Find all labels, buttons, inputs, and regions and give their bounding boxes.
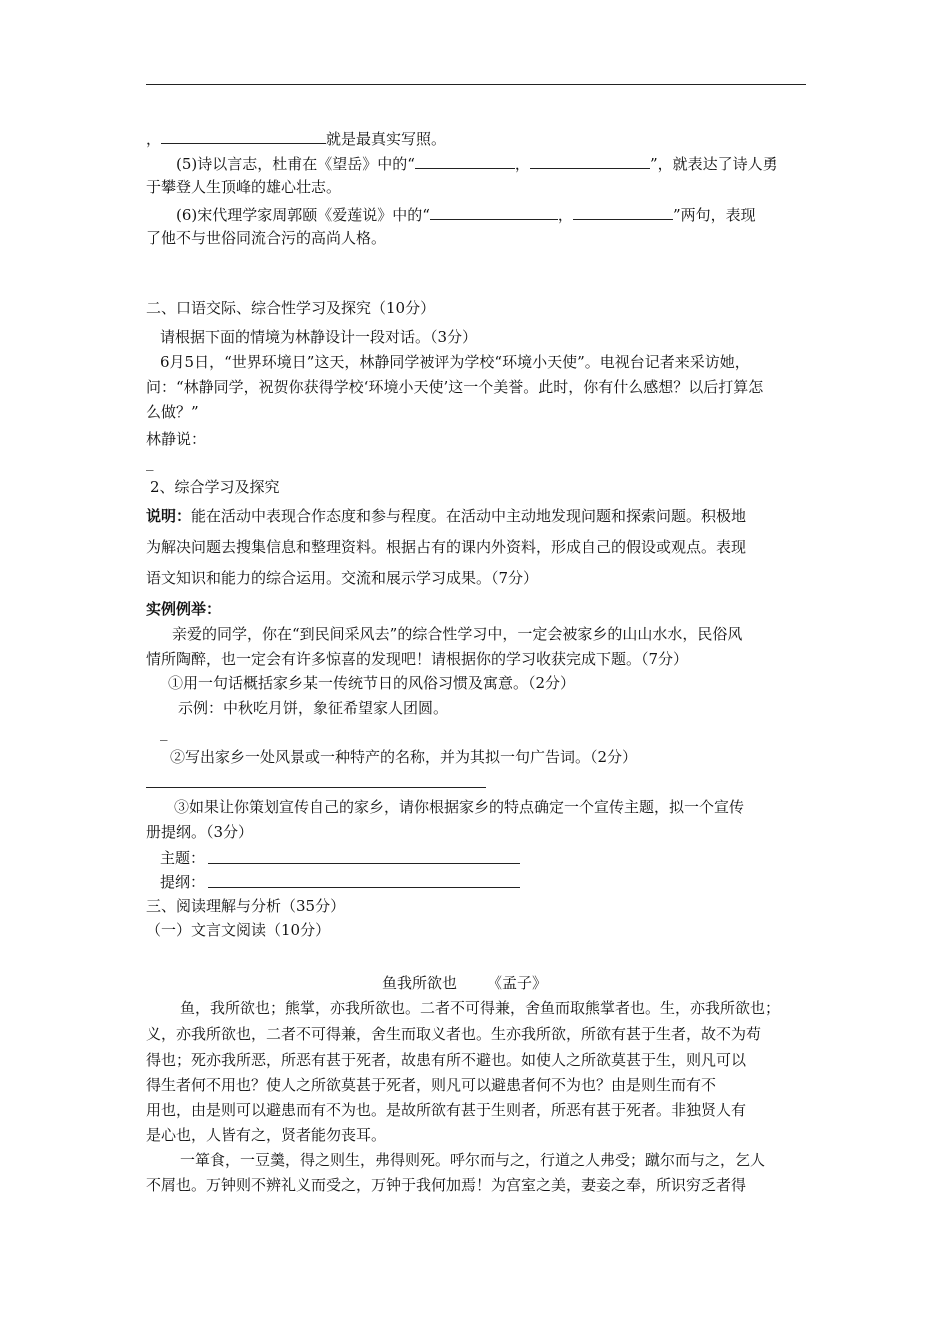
q-line-1 xyxy=(146,127,446,149)
outline-input-line[interactable] xyxy=(208,887,520,888)
passage-p1-line-6: 是心也，人皆有之，贤者能勿丧耳。 xyxy=(146,1126,387,1144)
q6-text-c: ”两句，表现 xyxy=(672,206,756,224)
example-label: 实例例举： xyxy=(146,600,222,618)
passage-p1-line-3: 得也；死亦我所恶，所恶有甚于死者，故患有所不避也。如使人之所欲莫甚于生，则凡可以 xyxy=(146,1051,747,1069)
example-q3-line-1: ③如果让你策划宣传自己的家乡，请你根据家乡的特点确定一个宣传主题，拟一个宣传 xyxy=(174,798,745,816)
example-q3-line-2: 册提纲。（3分） xyxy=(146,823,254,841)
passage-p2-line-2: 不屑也。万钟则不辨礼义而受之，万钟于我何加焉！为宫室之美，妻妾之奉，所识穷乏者得 xyxy=(146,1176,747,1194)
example-intro-line-1: 亲爱的同学，你在“到民间采风去”的综合性学习中，一定会被家乡的山山水水，民俗风 xyxy=(172,625,743,643)
section-3-title: 三、阅读理解与分析（35分） xyxy=(146,897,346,915)
q-line-1-prefix: ， xyxy=(146,130,162,148)
q6-line-1 xyxy=(176,203,756,225)
answer-blank[interactable] xyxy=(530,152,650,169)
shuoming-line-2: 为解决问题去搜集信息和整理资料。根据占有的课内外资料，形成自己的假设或观点。表现 xyxy=(146,538,747,556)
q5-line-1 xyxy=(176,152,778,174)
shuoming-line-1 xyxy=(146,506,746,526)
example-q2: ②写出家乡一处风景或一种特产的名称，并为其拟一句广告词。（2分） xyxy=(170,748,638,766)
passage-p1-line-5: 用也，由是则可以避患而有不为也。是故所欲有甚于生则者，所恶有甚于死者。非独贤人有 xyxy=(146,1101,747,1119)
outline-label: 提纲： xyxy=(160,873,206,891)
q1-prompt: 请根据下面的情境为林静设计一段对话。（3分） xyxy=(160,328,478,346)
example-q2-answer-line[interactable] xyxy=(146,787,486,788)
section-2-title: 二、口语交际、综合性学习及探究（10分） xyxy=(146,299,436,317)
q-line-1-suffix: 就是最真实写照。 xyxy=(326,130,447,148)
q2-title: 2、综合学习及探究 xyxy=(150,478,280,496)
example-q1-answer-dash[interactable]: _ xyxy=(160,723,168,741)
q1-scenario-line-2: 问：“林静同学，祝贺你获得学校‘环境小天使’这一个美誉。此时，你有什么感想？以后打算怎 xyxy=(146,378,764,396)
q5-text-b: ， xyxy=(514,155,530,173)
q6-text-b: ， xyxy=(557,206,573,224)
q6-line-2: 了他不与世俗同流合污的高尚人格。 xyxy=(146,229,387,247)
q5-text-c: ”，就表达了诗人勇 xyxy=(649,155,778,173)
theme-label: 主题： xyxy=(160,849,206,867)
q5-text-a: (5)诗以言志，杜甫在《望岳》中的“ xyxy=(176,155,415,173)
passage-p1-line-1: 鱼，我所欲也；熊掌，亦我所欲也。二者不可得兼，舍鱼而取熊掌者也。生，亦我所欲也； xyxy=(180,999,781,1017)
passage-heading xyxy=(382,973,547,993)
q1-scenario-line-1: 6月5日，“世界环境日”这天，林静同学被评为学校“环境小天使”。电视台记者来采访她， xyxy=(160,353,750,371)
shuoming-line-3: 语文知识和能力的综合运用。交流和展示学习成果。（7分） xyxy=(146,569,539,587)
passage-p2-line-1: 一箪食，一豆羹，得之则生，弗得则死。呼尔而与之，行道之人弗受；蹴尔而与之，乞人 xyxy=(180,1151,766,1169)
section-3-subtitle: （一）文言文阅读（10分） xyxy=(146,921,331,939)
shuoming-text-1: 能在活动中表现合作态度和参与程度。在活动中主动地发现问题和探索问题。积极地 xyxy=(191,507,747,525)
answer-blank[interactable] xyxy=(573,203,673,220)
passage-p1-line-4: 得生者何不用也？使人之所欲莫甚于死者，则凡可以避患者何不为也？由是则生而有不 xyxy=(146,1076,717,1094)
example-q1-sample: 示例：中秋吃月饼，象征希望家人团圆。 xyxy=(178,699,449,717)
example-q1: ①用一句话概括家乡某一传统节日的风俗习惯及寓意。（2分） xyxy=(168,674,576,692)
passage-title: 鱼我所欲也 xyxy=(382,974,458,992)
shuoming-label: 说明： xyxy=(146,507,192,525)
q6-text-a: (6)宋代理学家周郭颐《爱莲说》中的“ xyxy=(176,206,430,224)
answer-blank[interactable] xyxy=(430,203,558,220)
q1-answer-dash[interactable]: _ xyxy=(146,453,154,471)
header-rule xyxy=(146,84,806,85)
example-intro-line-2: 情所陶醉，也一定会有许多惊喜的发现吧！请根据你的学习收获完成下题。（7分） xyxy=(146,650,689,668)
passage-p1-line-2: 义，亦我所欲也，二者不可得兼，舍生而取义者也。生亦我所欲，所欲有甚于生者，故不为苟 xyxy=(146,1025,762,1043)
q1-answer-label: 林静说： xyxy=(146,430,207,448)
theme-input-line[interactable] xyxy=(208,863,520,864)
passage-source: 《孟子》 xyxy=(487,974,548,992)
q1-scenario-line-3: 么做？” xyxy=(146,403,199,421)
answer-blank[interactable] xyxy=(161,127,326,144)
answer-blank[interactable] xyxy=(415,152,515,169)
q5-line-2: 于攀登人生顶峰的雄心壮志。 xyxy=(146,178,342,196)
